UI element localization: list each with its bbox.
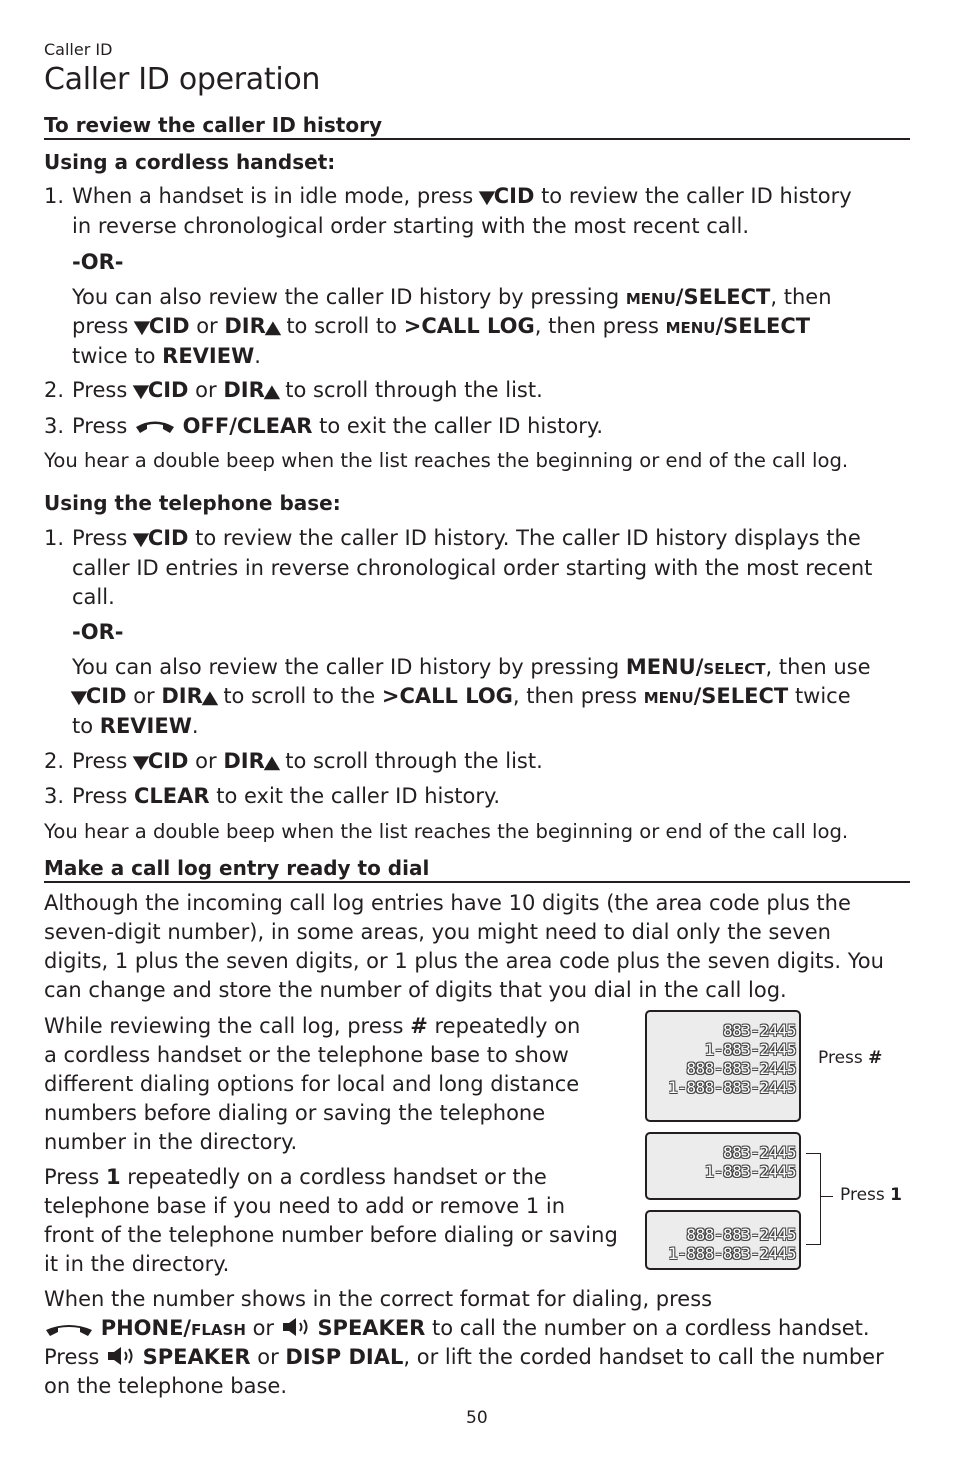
- paragraph-line: telephone base if you need to add or remove 1 in: [44, 1194, 566, 1218]
- base-step-2: [44, 747, 910, 776]
- down-arrow-icon: ▼: [132, 752, 150, 773]
- cid-key: CID: [493, 184, 535, 208]
- select-key: select: [703, 655, 766, 679]
- cid-key: CID: [85, 684, 127, 708]
- dial-call-paragraph: [44, 1285, 910, 1401]
- step-text: When a handset is in idle mode, press: [72, 184, 474, 208]
- base-note: You hear a double beep when the list reaches the beginning or end of the call log.: [44, 820, 849, 843]
- bracket-tick: [821, 1196, 833, 1197]
- down-arrow-icon: ▼: [70, 687, 88, 708]
- flash-key: flash: [191, 1316, 246, 1340]
- paragraph-line: , or lift the corded handset to call the number: [403, 1345, 884, 1369]
- cid-key: CID: [147, 749, 189, 773]
- step-text: to exit the caller ID history.: [216, 784, 501, 808]
- phone-key: PHONE/: [100, 1316, 192, 1340]
- paragraph-line: or: [252, 1316, 275, 1340]
- step-number: 1.: [44, 526, 65, 550]
- step-text: to exit the caller ID history.: [319, 414, 604, 438]
- speaker-key: SPEAKER: [317, 1316, 426, 1340]
- dir-key: DIR: [223, 749, 265, 773]
- dir-key: DIR: [224, 314, 266, 338]
- menu-key: menu: [665, 314, 716, 338]
- step-text: Press: [72, 526, 128, 550]
- lcd-line: 883-2445: [722, 1021, 796, 1040]
- step-text: caller ID entries in reverse chronological order starting with the most recent: [72, 556, 873, 580]
- paragraph-line: different dialing options for local and long distance: [44, 1072, 580, 1096]
- menu-key: MENU/: [625, 655, 704, 679]
- step-text: Press: [72, 784, 128, 808]
- paragraph-line: Press: [44, 1165, 100, 1189]
- hash-key: #: [410, 1014, 428, 1038]
- step-text: Press: [72, 414, 128, 438]
- up-arrow-icon: ▲: [263, 381, 280, 402]
- disp-dial-key: DISP DIAL: [285, 1345, 404, 1369]
- review-option: REVIEW: [162, 344, 255, 368]
- base-step-3: [44, 782, 910, 811]
- heading-review-history: To review the caller ID history: [44, 113, 910, 140]
- lcd-line: 1-883-2445: [704, 1040, 796, 1059]
- lcd-line: 888-883-2445: [686, 1225, 796, 1244]
- down-arrow-icon: ▼: [478, 187, 496, 208]
- subheading-cordless-handset: Using a cordless handset:: [44, 150, 336, 174]
- speaker-icon: [106, 1345, 136, 1367]
- step-number: 3.: [44, 784, 65, 808]
- review-option: REVIEW: [99, 714, 192, 738]
- clear-key: CLEAR: [133, 784, 210, 808]
- down-arrow-icon: ▼: [133, 317, 151, 338]
- step-text: to review the caller ID history. The caller ID history displays the: [195, 526, 861, 550]
- paragraph-line: seven-digit number), in some areas, you might need to dial only the seven: [44, 920, 831, 944]
- paragraph-line: While reviewing the call log, press: [44, 1014, 404, 1038]
- dial-intro-paragraph: [44, 889, 910, 1005]
- lcd-line: 888-883-2445: [686, 1059, 796, 1078]
- alt-text: twice: [794, 684, 851, 708]
- alt-text: to scroll to: [286, 314, 398, 338]
- handset-step-2: [44, 376, 910, 405]
- base-step-1: [44, 524, 910, 612]
- step-number: 1.: [44, 184, 65, 208]
- or-label: -OR-: [72, 620, 124, 644]
- heading-ready-to-dial: Make a call log entry ready to dial: [44, 856, 910, 883]
- up-arrow-icon: ▲: [264, 317, 282, 338]
- paragraph-line: it in the directory.: [44, 1252, 230, 1276]
- phone-handset-icon: [44, 1322, 94, 1338]
- dir-key: DIR: [223, 378, 265, 402]
- alt-text: , then press: [512, 684, 638, 708]
- or-label: -OR-: [72, 250, 124, 274]
- call-log-menu: >CALL LOG: [403, 314, 535, 338]
- lcd-line: 1-883-2445: [704, 1162, 796, 1181]
- step-text: to review the caller ID history: [541, 184, 852, 208]
- caption-text: Press: [818, 1048, 863, 1068]
- select-key: /SELECT: [715, 314, 811, 338]
- paragraph-line: number in the directory.: [44, 1130, 298, 1154]
- select-key: /SELECT: [675, 285, 771, 309]
- one-key: 1: [890, 1185, 902, 1205]
- caption-press-one: [840, 1185, 902, 1205]
- step-text: to scroll through the list.: [285, 378, 543, 402]
- step-text: Press: [72, 749, 128, 773]
- period: .: [191, 714, 199, 738]
- lcd-screen-one-local: [645, 1132, 801, 1200]
- cid-key: CID: [148, 314, 190, 338]
- alt-text: to: [72, 714, 94, 738]
- or-separator: [72, 248, 123, 277]
- dial-hash-paragraph: [44, 1012, 644, 1157]
- lcd-line: 1-888-883-2445: [668, 1244, 796, 1263]
- speaker-key: SPEAKER: [142, 1345, 251, 1369]
- up-arrow-icon: ▲: [263, 752, 280, 773]
- paragraph-line: on the telephone base.: [44, 1374, 288, 1398]
- lcd-screen-hash-options: [645, 1010, 801, 1122]
- step-text: to scroll through the list.: [285, 749, 543, 773]
- paragraph-line: repeatedly on a cordless handset or the: [127, 1165, 547, 1189]
- paragraph-line: to call the number on a cordless handset.: [432, 1316, 870, 1340]
- step-text: or: [195, 378, 217, 402]
- alt-text: or: [196, 314, 218, 338]
- paragraph-line: numbers before dialing or saving the telephone: [44, 1101, 546, 1125]
- handset-alternative: [72, 283, 910, 371]
- period: .: [254, 344, 261, 368]
- down-arrow-icon: ▼: [132, 381, 150, 402]
- alt-text: twice to: [72, 344, 156, 368]
- alt-text: to scroll to the: [223, 684, 376, 708]
- section-label: Caller ID: [44, 40, 113, 59]
- off-clear-key: OFF/CLEAR: [182, 414, 313, 438]
- handset-step-3: [44, 412, 910, 441]
- step-number: 2.: [44, 749, 65, 773]
- up-arrow-icon: ▲: [201, 687, 219, 708]
- off-hangup-icon: [134, 418, 176, 436]
- step-text: call.: [72, 585, 115, 609]
- paragraph-line: repeatedly on: [434, 1014, 581, 1038]
- alt-text: You can also review the caller ID history by pressing: [72, 655, 620, 679]
- paragraph-line: Although the incoming call log entries have 10 digits (the area code plus the: [44, 891, 851, 915]
- step-text: in reverse chronological order starting with the most recent call.: [72, 214, 750, 238]
- lcd-line: 883-2445: [722, 1143, 796, 1162]
- paragraph-line: When the number shows in the correct format for dialing, press: [44, 1287, 713, 1311]
- menu-key: menu: [625, 285, 676, 309]
- cid-key: CID: [147, 526, 189, 550]
- paragraph-line: Press: [44, 1345, 100, 1369]
- one-key: 1: [105, 1165, 121, 1189]
- hash-key: #: [868, 1048, 883, 1068]
- paragraph-line: a cordless handset or the telephone base to show: [44, 1043, 569, 1067]
- call-log-menu: >CALL LOG: [381, 684, 513, 708]
- alt-text: , then use: [765, 655, 871, 679]
- subheading-telephone-base: Using the telephone base:: [44, 491, 341, 515]
- dial-one-paragraph: [44, 1163, 644, 1279]
- paragraph-line: can change and store the number of digits that you dial in the call log.: [44, 978, 787, 1002]
- alt-text: , then press: [534, 314, 659, 338]
- base-alternative: [72, 653, 910, 741]
- step-number: 3.: [44, 414, 65, 438]
- bracket-connector: [806, 1153, 821, 1245]
- menu-key: menu: [643, 684, 694, 708]
- down-arrow-icon: ▼: [132, 529, 150, 550]
- paragraph-line: digits, 1 plus the seven digits, or 1 plus the area code plus the seven digits. You: [44, 949, 884, 973]
- select-key: /SELECT: [693, 684, 789, 708]
- lcd-screen-one-long-distance: [645, 1210, 801, 1270]
- caption-press-hash: [818, 1048, 882, 1068]
- paragraph-line: or: [257, 1345, 279, 1369]
- alt-text: or: [133, 684, 155, 708]
- step-number: 2.: [44, 378, 65, 402]
- dir-key: DIR: [161, 684, 203, 708]
- paragraph-line: front of the telephone number before dialing or saving: [44, 1223, 618, 1247]
- cid-key: CID: [147, 378, 189, 402]
- page-title: Caller ID operation: [44, 62, 321, 97]
- caption-text: Press: [840, 1185, 885, 1205]
- handset-step-1: [44, 182, 910, 240]
- page-number: 50: [466, 1408, 488, 1428]
- step-text: or: [195, 749, 217, 773]
- alt-text: You can also review the caller ID history by pressing: [72, 285, 620, 309]
- alt-text: , then: [770, 285, 832, 309]
- lcd-line: 1-888-883-2445: [668, 1078, 796, 1097]
- or-separator: [72, 618, 123, 647]
- speaker-icon: [281, 1316, 311, 1338]
- alt-text: press: [72, 314, 129, 338]
- handset-note: You hear a double beep when the list reaches the beginning or end of the call log.: [44, 449, 849, 472]
- step-text: Press: [72, 378, 128, 402]
